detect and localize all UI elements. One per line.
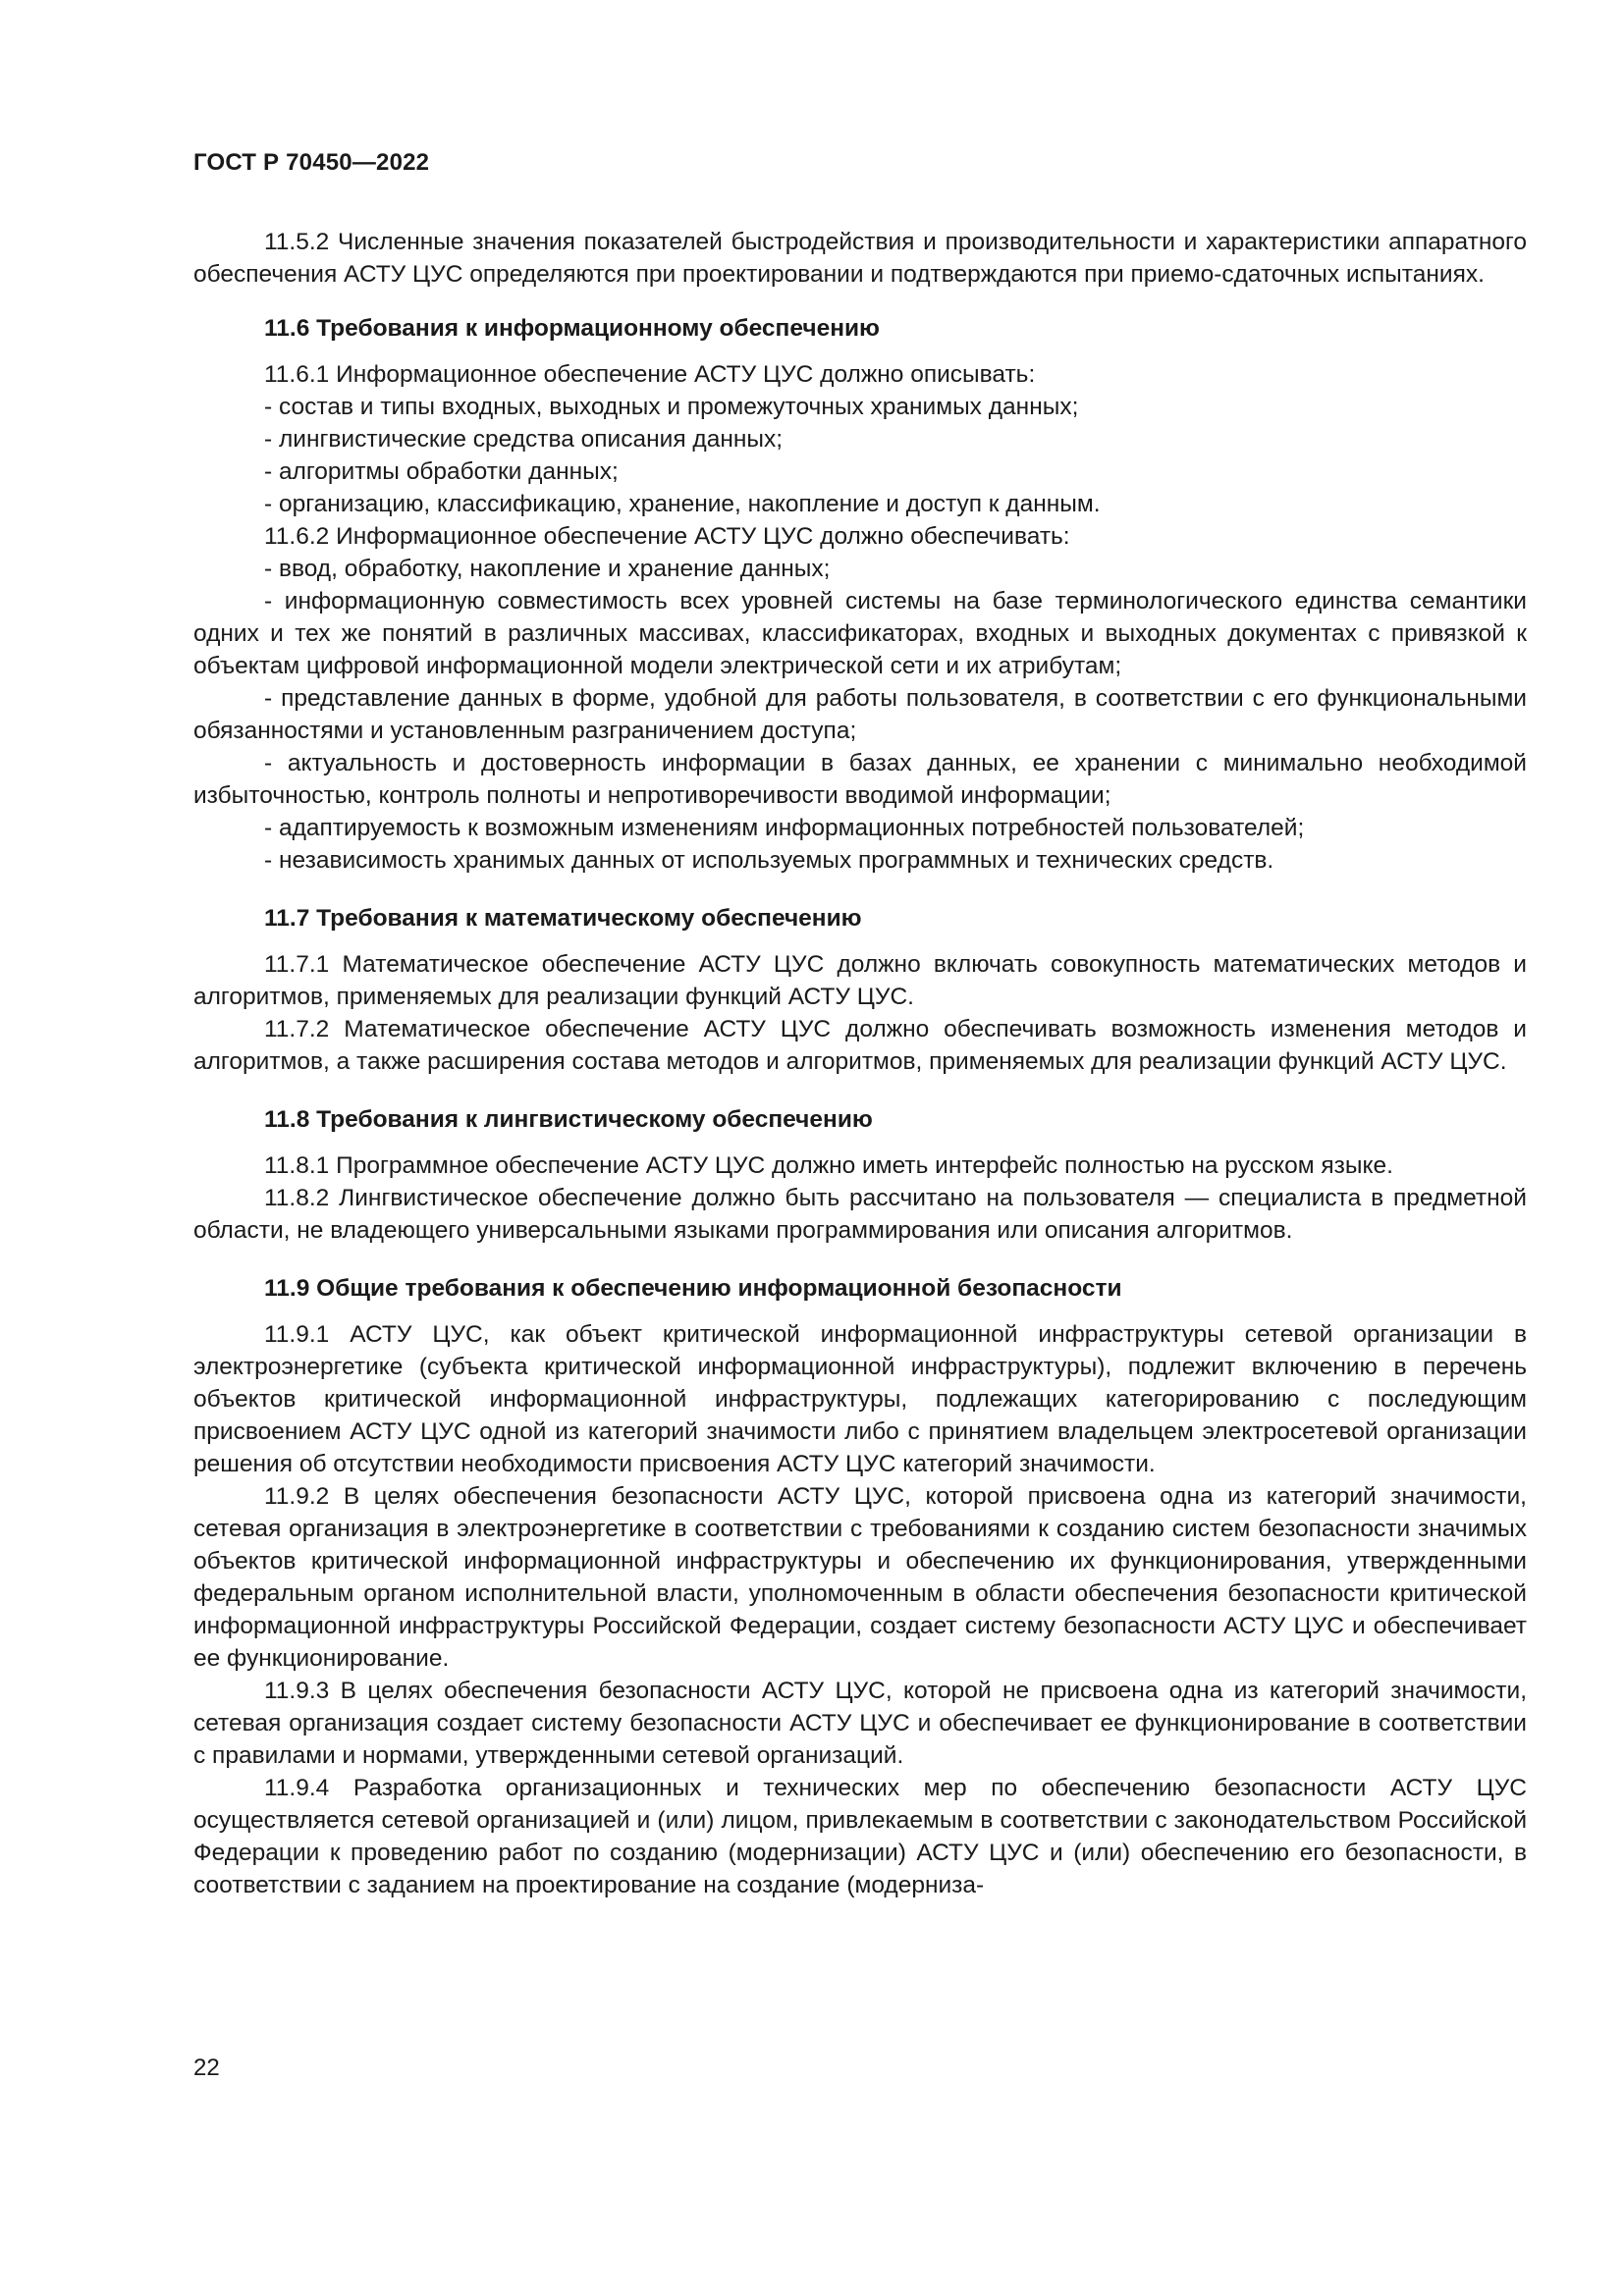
- list-item: - лингвистические средства описания данных;: [264, 426, 784, 453]
- list-item: - адаптируемость к возможным изменениям информационных потребностей пользователей;: [264, 815, 1305, 841]
- document-header: ГОСТ Р 70450—2022: [193, 149, 430, 176]
- list-item: - ввод, обработку, накопление и хранение данных;: [264, 556, 831, 582]
- page-number: 22: [193, 2055, 220, 2081]
- paragraph: 11.9.2 В целях обеспечения безопасности АСТУ ЦУС, которой присвоена одна из категорий значимости, сетевая организация в электроэнергетике в соответствии с требованиями к созданию систем безопасности значимых объектов критической информационной инфраструктуры и обеспечению их функционирования, утвержденными федеральным органом исполнительной власти, уполномоченным в области обеспечения безопасности критической информационной инфраструктуры Российской Федерации, создает систему безопасности АСТУ ЦУС и обеспечивает ее функционирование.: [193, 1483, 1527, 1672]
- list-item: - актуальность и достоверность информации в базах данных, ее хранении с минимально необходимой избыточностью, контроль полноты и непротиворечивости вводимой информации;: [193, 750, 1527, 809]
- paragraph: 11.5.2 Численные значения показателей быстродействия и производительности и характеристики аппаратного обеспечения АСТУ ЦУС определяются при проектировании и подтверждаются при приемо-сдаточных испытаниях.: [193, 229, 1527, 288]
- section-heading: 11.7 Требования к математическому обеспечению: [264, 905, 862, 932]
- list-item: - организацию, классификацию, хранение, накопление и доступ к данным.: [264, 491, 1101, 517]
- list-item: - состав и типы входных, выходных и промежуточных хранимых данных;: [264, 394, 1079, 420]
- document-page: [193, 0, 1527, 2296]
- paragraph: 11.7.1 Математическое обеспечение АСТУ ЦУС должно включать совокупность математических методов и алгоритмов, применяемых для реализации функций АСТУ ЦУС.: [193, 951, 1527, 1010]
- section-heading: 11.6 Требования к информационному обеспечению: [264, 315, 880, 342]
- section-heading: 11.8 Требования к лингвистическому обеспечению: [264, 1106, 873, 1133]
- paragraph: 11.9.4 Разработка организационных и технических мер по обеспечению безопасности АСТУ ЦУС осуществляется сетевой организацией и (или) лицом, привлекаемым в соответствии с законодательством Российской Федерации к проведению работ по созданию (модернизации) АСТУ ЦУС и (или) обеспечению его безопасности, в соответствии с заданием на проектирование на создание (модерниза-: [193, 1775, 1527, 1898]
- paragraph: 11.7.2 Математическое обеспечение АСТУ ЦУС должно обеспечивать возможность изменения методов и алгоритмов, а также расширения состава методов и алгоритмов, применяемых для реализации функций АСТУ ЦУС.: [193, 1016, 1527, 1075]
- document-body: [193, 226, 1527, 1901]
- paragraph: 11.6.2 Информационное обеспечение АСТУ ЦУС должно обеспечивать:: [264, 523, 1070, 550]
- list-item: - независимость хранимых данных от используемых программных и технических средств.: [264, 847, 1274, 874]
- list-item: - информационную совместимость всех уровней системы на базе терминологического единства семантики одних и тех же понятий в различных массивах, классификаторах, входных и выходных документах с привязкой к объектам цифровой информационной модели электрической сети и их атрибутам;: [193, 588, 1527, 679]
- list-item: - представление данных в форме, удобной для работы пользователя, в соответствии с его функциональными обязанностями и установленным разграничением доступа;: [193, 685, 1527, 744]
- list-item: - алгоритмы обработки данных;: [264, 458, 619, 485]
- paragraph: 11.9.1 АСТУ ЦУС, как объект критической информационной инфраструктуры сетевой организации в электроэнергетике (субъекта критической информационной инфраструктуры), подлежит включению в перечень объектов критической информационной инфраструктуры, подлежащих категорированию с последующим присвоением АСТУ ЦУС одной из категорий значимости либо с принятием владельцем электросетевой организации решения об отсутствии необходимости присвоения АСТУ ЦУС категорий значимости.: [193, 1321, 1527, 1477]
- paragraph: 11.8.2 Лингвистическое обеспечение должно быть рассчитано на пользователя — специалиста в предметной области, не владеющего универсальными языками программирования или описания алгоритмов.: [193, 1185, 1527, 1244]
- section-heading: 11.9 Общие требования к обеспечению информационной безопасности: [264, 1275, 1122, 1302]
- paragraph: 11.6.1 Информационное обеспечение АСТУ ЦУС должно описывать:: [264, 361, 1036, 388]
- paragraph: 11.8.1 Программное обеспечение АСТУ ЦУС должно иметь интерфейс полностью на русском языке.: [264, 1152, 1393, 1179]
- paragraph: 11.9.3 В целях обеспечения безопасности АСТУ ЦУС, которой не присвоена одна из категорий значимости, сетевая организация создает систему безопасности АСТУ ЦУС и обеспечивает ее функционирование в соответствии с правилами и нормами, утвержденными сетевой организаций.: [193, 1678, 1527, 1769]
